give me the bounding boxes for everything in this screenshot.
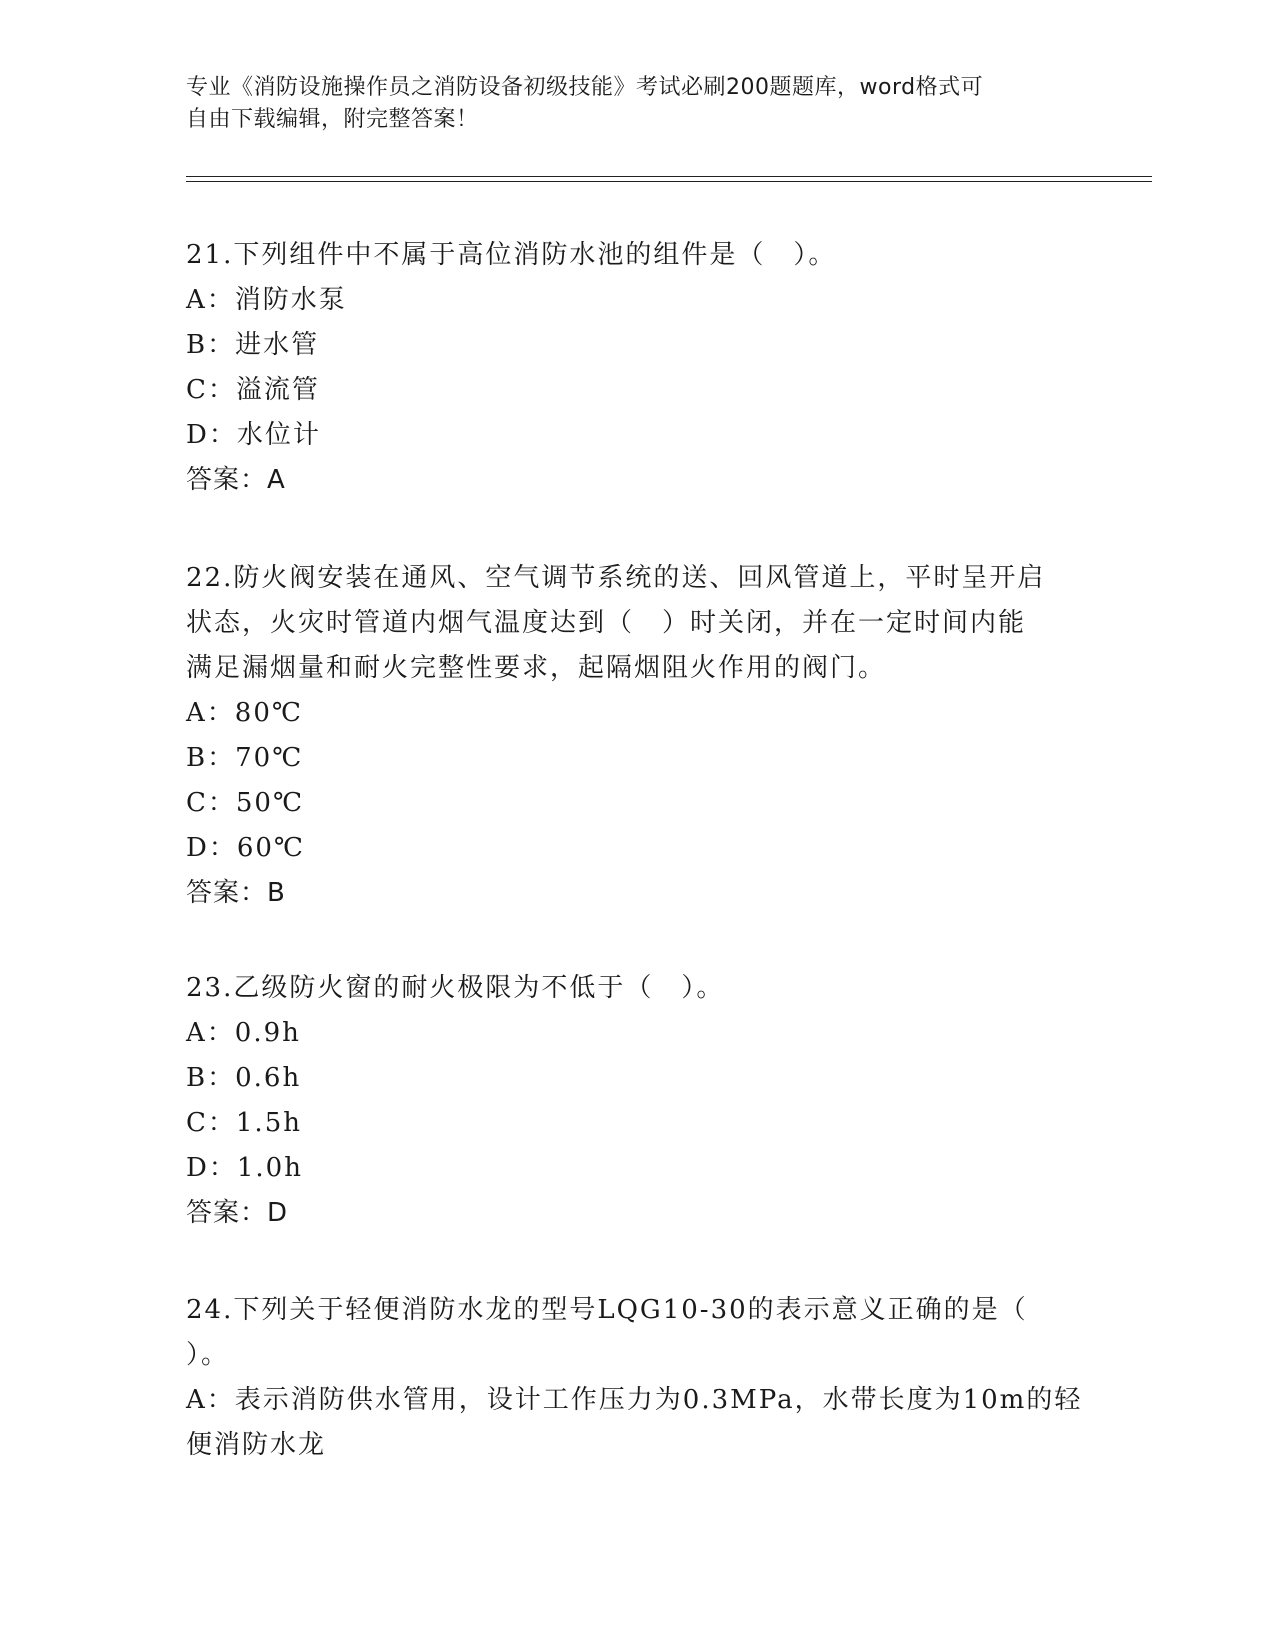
answer: 答案：A xyxy=(186,465,286,495)
option-a: A：0.9h xyxy=(186,1018,301,1048)
question-24 xyxy=(186,1288,1086,1468)
header-line-1: 专业《消防设施操作员之消防设备初级技能》考试必刷200题题库，word格式可 xyxy=(186,75,984,100)
question-stem-line-1: 24.下列关于轻便消防水龙的型号LQG10-30的表示意义正确的是（ xyxy=(186,1295,1028,1325)
option-c: C：50℃ xyxy=(186,788,305,818)
option-c: C：1.5h xyxy=(186,1108,302,1138)
question-22 xyxy=(186,556,1086,916)
answer: 答案：B xyxy=(186,878,286,908)
header-divider-bottom xyxy=(186,181,1152,182)
option-d: D：1.0h xyxy=(186,1153,303,1183)
header-divider-top xyxy=(186,176,1152,177)
answer: 答案：D xyxy=(186,1198,289,1228)
question-21 xyxy=(186,233,1086,503)
option-b: B：0.6h xyxy=(186,1063,302,1093)
question-stem: 21.下列组件中不属于高位消防水池的组件是（ ）。 xyxy=(186,240,837,270)
option-a: A：80℃ xyxy=(186,698,303,728)
header-line-2: 自由下载编辑，附完整答案！ xyxy=(186,107,479,132)
option-b: B：70℃ xyxy=(186,743,304,773)
question-stem-line-2: ）。 xyxy=(186,1340,230,1370)
option-d: D：60℃ xyxy=(186,833,306,863)
option-b: B：进水管 xyxy=(186,330,320,360)
question-23 xyxy=(186,966,1086,1236)
document-header xyxy=(186,72,1086,136)
option-d: D：水位计 xyxy=(186,420,321,450)
option-a-line-1: A：表示消防供水管用，设计工作压力为0.3MPa，水带长度为10m的轻 xyxy=(186,1385,1083,1415)
option-a: A：消防水泵 xyxy=(186,285,347,315)
question-stem-line-2: 状态，火灾时管道内烟气温度达到（ ）时关闭，并在一定时间内能 xyxy=(186,608,1027,638)
question-stem: 23.乙级防火窗的耐火极限为不低于（ ）。 xyxy=(186,973,725,1003)
question-stem-line-3: 满足漏烟量和耐火完整性要求，起隔烟阻火作用的阀门。 xyxy=(186,653,887,683)
question-stem-line-1: 22.防火阀安装在通风、空气调节系统的送、回风管道上，平时呈开启 xyxy=(186,563,1046,593)
option-a-line-2: 便消防水龙 xyxy=(186,1430,327,1460)
option-c: C：溢流管 xyxy=(186,375,320,405)
